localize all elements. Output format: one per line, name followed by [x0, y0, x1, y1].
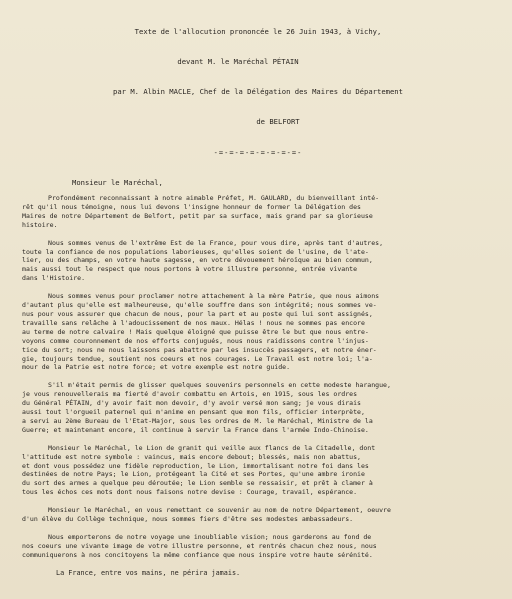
paragraph-line: Nous emporterons de notre voyage une inoubliable vision; nous garderons au fond de [48, 533, 372, 541]
header-separator: -=-=-=-=-=-=-=-=- [213, 149, 303, 157]
paragraph-line: du Général PÉTAIN, d'y avoir fait mon devoir, d'y avoir versé mon sang; je vous dirais [22, 399, 361, 408]
paragraph-line: et dont vous possédez une fidèle reproduction, le Lion, immortalisant notre foi dans les [22, 461, 369, 470]
paragraph-line: aussi tout l'orgueil paternel qui m'anime en pensant que mon fils, officier interprète, [22, 408, 365, 417]
paragraph-line: destinées de notre Pays; le Lion, protégeant la Cité et ses Portes, qu'une ambre ironie [22, 470, 365, 479]
paragraph-line: Monsieur le Maréchal, le Lion de granit qui veille aux flancs de la Citadelle, dont [48, 443, 376, 452]
document-header [22, 7, 494, 147]
paragraph-line: toute la confiance de nos populations laborieuses, qu'elles soient de l'usine, de l'ate- [22, 247, 369, 256]
paragraph-line: S'il m'était permis de glisser quelques souvenirs personnels en cette modeste harangue, [48, 381, 391, 390]
paragraph [22, 444, 494, 497]
paragraph-line: d'autant plus qu'elle est malheureuse, qu'elle souffre dans son intégrité; nous sommes ve- [22, 301, 377, 310]
paragraph-line: nus pour vous assurer que chacun de nous, pour la part et au poste qui lui sont assignés, [22, 309, 373, 318]
paragraph-line: a servi au 2ème Bureau de l'Etat-Major, sous les ordres de M. le Maréchal, Ministre de la [22, 416, 373, 425]
paragraph-line: travaille sans relâche à l'adoucissement de nos maux. Hélas ! nous ne sommes pas encore [22, 318, 365, 327]
paragraph-line: l'attitude est notre symbole : vaincus, mais encore debout; blessés, mais non abattus, [22, 452, 361, 461]
paragraph-line: nos coeurs une vivante image de votre illustre personne, et rentrés chacun chez nous, nous [22, 541, 377, 550]
paragraph-line: tice du sort; nous ne nous laissons pas abattre par les insuccès passagers, et notre éner- [22, 345, 377, 354]
header-line-3: par M. Albin MACLE, Chef de la Délégation des Maires du Département [113, 87, 403, 96]
paragraph-line: je vous renouvellerais ma fierté d'avoir combattu en Artois, en 1915, sous les ordres [22, 390, 358, 399]
paragraph-line: d'un élève du Collège technique, nous sommes fiers d'être ses modestes ambassadeurs. [22, 515, 354, 524]
paragraph-line: lier, ou des champs, en votre haute sagesse, en votre dévouement héroïque au bien commun, [22, 256, 373, 265]
paragraph-line: Guerre; et maintenant encore, il continue à servir la France dans l'armée Indo-Chinoise. [22, 425, 369, 434]
paragraph-line: gie, toujours tendue, soutient nos coeurs et nos courages. Le Travail est notre loi; l'a- [22, 354, 373, 363]
paragraph-line: Nous sommes venus de l'extrême Est de la France, pour vous dire, après tant d'autres, [48, 238, 384, 247]
paragraph-line: du sort des armes a quelque peu déroutée; le Lion semble se ressaisir, et prêt à clamer à [22, 479, 373, 488]
paragraph-line: histoire. [22, 220, 58, 229]
paragraph-line: tous les échos ces mots dont nous faisons notre devise : Courage, travail, espérance. [22, 488, 358, 497]
paragraph [22, 292, 494, 372]
paragraph-line: communiquerons à nos concitoyens la même confiance que nous inspire votre haute sérénité. [22, 550, 373, 559]
paragraph-line: rêt qu'il nous témoigne, nous lui devons l'insigne honneur de former la Délégation des [22, 202, 361, 211]
header-line-1: Texte de l'allocution prononcée le 26 Juin 1943, à Vichy, [134, 27, 382, 36]
paragraph-line: Nous sommes venus pour proclamer notre attachement à la mère Patrie, que nous aimons [48, 292, 380, 301]
paragraph-line: voyons comme couronnement de nos efforts conjugués, nous nous raidissons contre l'injus- [22, 336, 369, 345]
paragraph [22, 381, 494, 434]
paragraph [22, 533, 494, 560]
paragraph-line: au terme de notre calvaire ! Mais quelque éloigné que puisse être le but que nous entre- [22, 327, 369, 336]
paragraph [22, 194, 494, 230]
paragraph-line: Monsieur le Maréchal, en vous remettant ce souvenir au nom de notre Département, oeuvre [48, 506, 391, 515]
letter-body [22, 194, 494, 560]
header-line-2: devant M. le Maréchal PÉTAIN [177, 57, 299, 66]
paragraph-line: mais aussi tout le respect que nous portons à votre illustre personne, entrée vivante [22, 265, 358, 274]
salutation: Monsieur le Maréchal, [72, 178, 163, 187]
paragraph [22, 506, 494, 524]
paragraph-line: dans l'Histoire. [22, 274, 86, 283]
paragraph-line: Profondément reconnaissant à notre aimable Préfet, M. GAULARD, du bienveillant inté- [48, 194, 380, 202]
paragraph-line: mour de la Patrie est notre force; et votre exemple est notre guide. [22, 363, 291, 372]
closing-line: La France, entre vos mains, ne périra jamais. [56, 568, 241, 577]
header-line-4: de BELFORT [256, 117, 300, 126]
paragraph-line: Maires de notre Département de Belfort, petit par sa surface, mais grand par sa glorieuse [22, 211, 373, 220]
paragraph [22, 239, 494, 284]
